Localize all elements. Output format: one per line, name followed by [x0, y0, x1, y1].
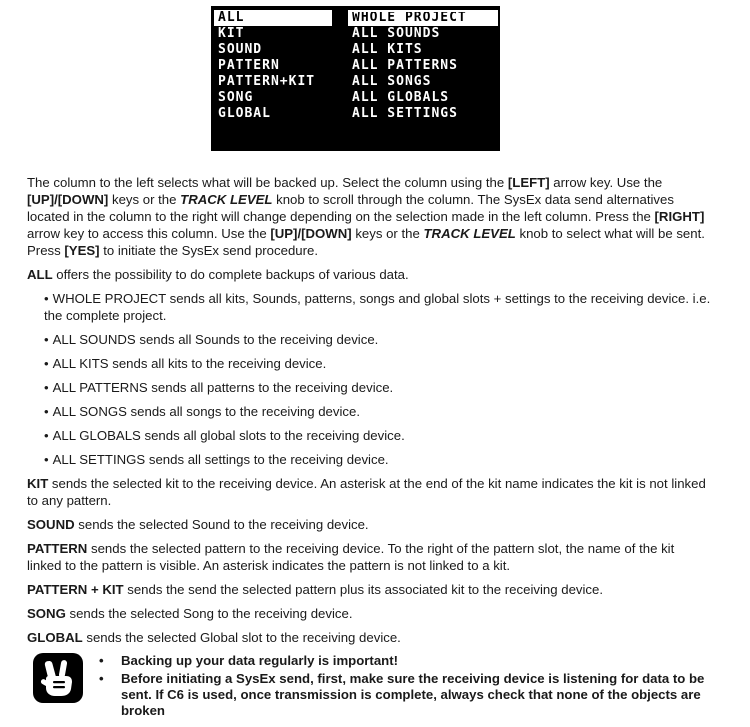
screen-item-all-globals[interactable]: ALL GLOBALS	[352, 90, 450, 105]
screen-item-all-sounds[interactable]: ALL SOUNDS	[352, 26, 441, 41]
list-item	[27, 451, 712, 468]
bullet: •	[44, 291, 49, 306]
option-text: ALL SOUNDS sends all Sounds to the receiving device.	[52, 332, 379, 347]
screen-left-column	[214, 10, 332, 122]
hand-icon	[33, 653, 83, 703]
option-text: ALL KITS sends all kits to the receiving device.	[52, 356, 327, 371]
intro-text: keys or the	[108, 192, 181, 207]
screen-item-pattern[interactable]: PATTERN	[218, 58, 280, 73]
bullet: •	[99, 653, 104, 668]
tip-list	[99, 653, 709, 721]
intro-text: arrow key. Use the	[549, 175, 663, 190]
global-definition	[27, 629, 712, 646]
screen-item-all[interactable]: ALL	[214, 10, 332, 26]
definition-text: offers the possibility to do complete backups of various data.	[52, 267, 409, 282]
screen-item-pattern-kit[interactable]: PATTERN+KIT	[218, 74, 316, 89]
tip-text: Before initiating a SysEx send, first, make sure the receiving device is listening for data to be sent. If C6 is used, once transmission is complete, always check that none of the objects are broken	[121, 671, 705, 718]
screen-item-sound[interactable]: SOUND	[218, 42, 263, 57]
all-definition	[27, 266, 712, 283]
bullet: •	[44, 332, 49, 347]
device-screen	[211, 6, 500, 151]
key-up-down: [UP]/[DOWN]	[27, 192, 109, 207]
key-right: [RIGHT]	[654, 209, 705, 224]
term-global: GLOBAL	[27, 630, 83, 645]
definition-text: sends the selected Global slot to the receiving device.	[82, 630, 401, 645]
definition-text: sends the send the selected pattern plus its associated kit to the receiving device.	[123, 582, 604, 597]
screen-item-all-patterns[interactable]: ALL PATTERNS	[352, 58, 458, 73]
pattern-kit-definition	[27, 581, 712, 598]
list-item	[27, 403, 712, 420]
screen-item-song[interactable]: SONG	[218, 90, 254, 105]
list-item	[27, 331, 712, 348]
option-text: ALL GLOBALS sends all global slots to the receiving device.	[52, 428, 405, 443]
screen-right-column	[348, 10, 498, 122]
intro-text: knob to scroll through the column. The SysEx data send alternatives located in the column to the right will change depending on the selection made in the left column. Press the	[27, 192, 674, 224]
intro-text: knob to select what will be sent. Press	[27, 226, 705, 258]
key-up-down: [UP]/[DOWN]	[270, 226, 352, 241]
tip-item	[99, 653, 709, 669]
bullet: •	[44, 452, 49, 467]
screen-item-all-kits[interactable]: ALL KITS	[352, 42, 423, 57]
tip-item	[99, 671, 709, 719]
screen-item-global[interactable]: GLOBAL	[218, 106, 271, 121]
intro-text: keys or the	[351, 226, 424, 241]
sound-definition	[27, 516, 712, 533]
tip-note	[27, 651, 717, 723]
all-options-list	[27, 290, 712, 468]
song-definition	[27, 605, 712, 622]
term-all: ALL	[27, 267, 53, 282]
pattern-definition	[27, 540, 712, 574]
term-pattern-kit: PATTERN + KIT	[27, 582, 124, 597]
bullet: •	[44, 404, 49, 419]
intro-text: arrow key to access this column. Use the	[27, 226, 271, 241]
knob-track-level: TRACK LEVEL	[180, 192, 273, 207]
option-text: ALL SONGS sends all songs to the receiving device.	[52, 404, 361, 419]
definition-text: sends the selected Song to the receiving device.	[65, 606, 353, 621]
term-kit: KIT	[27, 476, 49, 491]
list-item	[27, 290, 712, 324]
screen-item-kit[interactable]: KIT	[218, 26, 245, 41]
knob-track-level: TRACK LEVEL	[423, 226, 516, 241]
screen-item-whole-project[interactable]: WHOLE PROJECT	[348, 10, 498, 26]
option-text: ALL PATTERNS sends all patterns to the receiving device.	[52, 380, 394, 395]
option-text: WHOLE PROJECT sends all kits, Sounds, patterns, songs and global slots + settings to the receiving device. i.e. the complete project.	[44, 291, 711, 323]
option-text: ALL SETTINGS sends all settings to the receiving device.	[52, 452, 389, 467]
intro-text: The column to the left selects what will be backed up. Select the column using the	[27, 175, 508, 190]
key-left: [LEFT]	[507, 175, 550, 190]
term-song: SONG	[27, 606, 66, 621]
screen-item-all-settings[interactable]: ALL SETTINGS	[352, 106, 458, 121]
intro-paragraph	[27, 174, 712, 259]
definition-text: sends the selected pattern to the receiving device. To the right of the pattern slot, the name of the kit linked to the pattern is visible. An asterisk indicates the pattern is not linked to a kit.	[27, 541, 675, 573]
definition-text: sends the selected kit to the receiving device. An asterisk at the end of the kit name indicates the kit is not linked to any pattern.	[27, 476, 706, 508]
term-pattern: PATTERN	[27, 541, 88, 556]
key-yes: [YES]	[64, 243, 100, 258]
list-item	[27, 379, 712, 396]
bullet: •	[44, 356, 49, 371]
intro-text: to initiate the SysEx send procedure.	[99, 243, 318, 258]
definition-text: sends the selected Sound to the receiving device.	[74, 517, 369, 532]
bullet: •	[99, 671, 104, 686]
bullet: •	[44, 380, 49, 395]
list-item	[27, 355, 712, 372]
bullet: •	[44, 428, 49, 443]
kit-definition	[27, 475, 712, 509]
screen-item-all-songs[interactable]: ALL SONGS	[352, 74, 432, 89]
manual-body	[27, 174, 712, 653]
term-sound: SOUND	[27, 517, 75, 532]
list-item	[27, 427, 712, 444]
tip-text: Backing up your data regularly is important!	[121, 653, 398, 668]
